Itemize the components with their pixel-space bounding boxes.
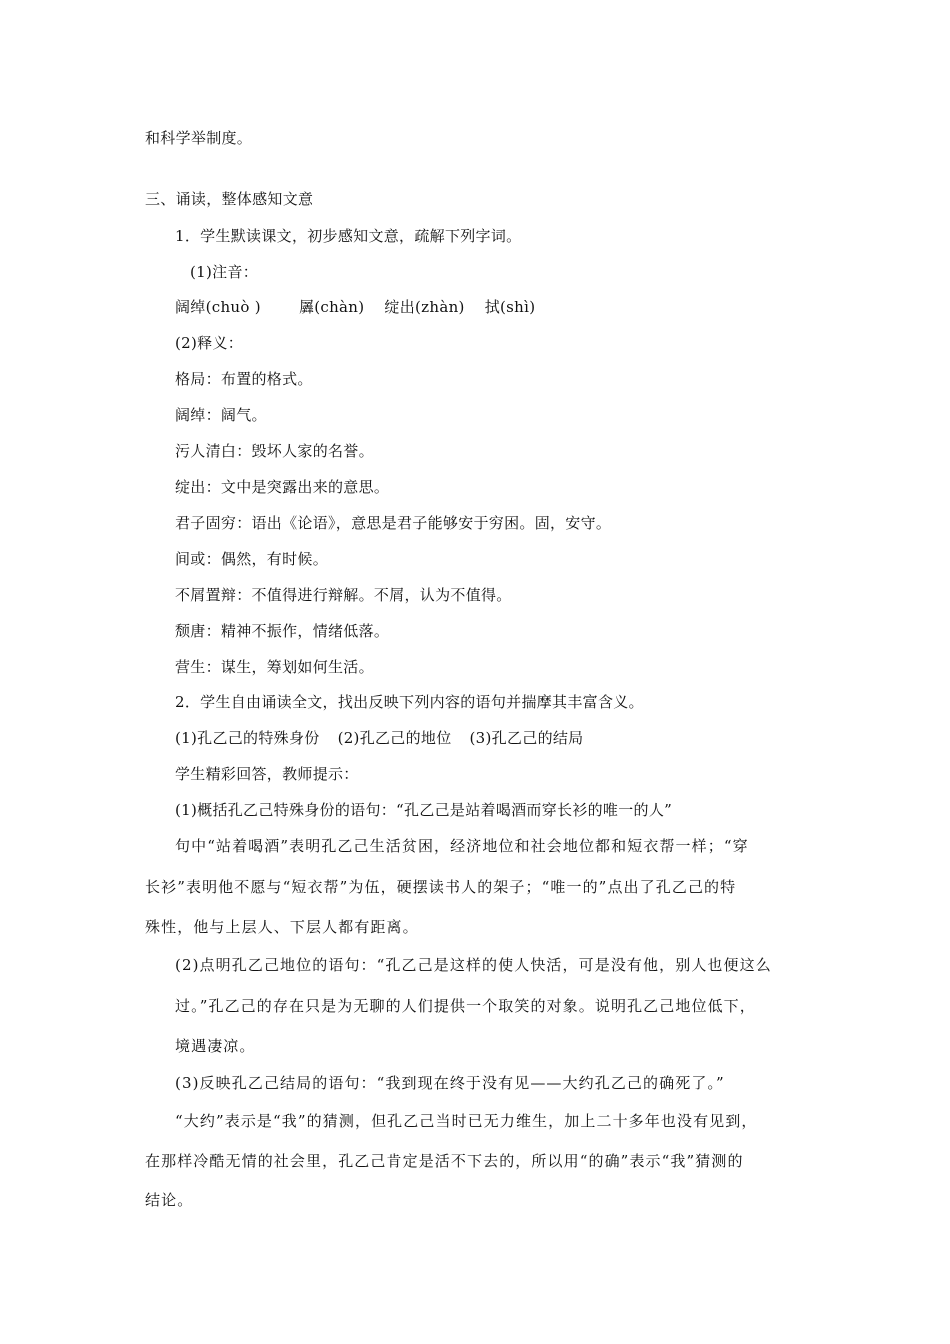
definition-item: 污人清白：毁坏人家的名誉。 xyxy=(175,442,374,460)
answer-2-line: 过。”孔乙己的存在只是为无聊的人们提供一个取笑的对象。说明孔乙己地位低下， xyxy=(175,997,756,1015)
intro-end-text: 和科学举制度。 xyxy=(145,129,253,147)
definition-item: 格局：布置的格式。 xyxy=(175,370,313,388)
answer-2-line: 境遇凄凉。 xyxy=(175,1037,256,1055)
pinyin-item: 绽出(zhàn) xyxy=(384,298,465,316)
pinyin-item: 羼(chàn) xyxy=(298,298,365,316)
teacher-hint: 学生精彩回答，教师提示： xyxy=(175,765,359,783)
task-2-item: (3)孔乙己的结局 xyxy=(469,729,584,747)
answer-3-line: “大约”表示是“我”的猜测，但孔乙己当时已无力维生，加上二十多年也没有见到， xyxy=(175,1112,758,1130)
definition-item: 营生：谋生，筹划如何生活。 xyxy=(175,658,374,676)
answer-2-line: (2)点明孔乙己地位的语句：“孔乙己是这样的使人快活，可是没有他，别人也便这么 xyxy=(175,956,772,974)
answer-1-line: 长衫”表明他不愿与“短衣帮”为伍，硬摆读书人的架子；“唯一的”点出了孔乙己的特 xyxy=(145,878,737,896)
section-heading: 三、诵读，整体感知文意 xyxy=(145,190,314,208)
answer-1-line: 殊性，他与上层人、下层人都有距离。 xyxy=(145,918,419,936)
pinyin-item: 阔绰(chuò ) xyxy=(175,298,261,316)
answer-1-line: 句中“站着喝酒”表明孔乙己生活贫困，经济地位和社会地位都和短衣帮一样；“穿 xyxy=(175,837,749,855)
definition-item: 间或：偶然，有时候。 xyxy=(175,550,329,568)
meaning-heading: (2)释义： xyxy=(175,334,244,352)
task-2-text: 2．学生自由诵读全文，找出反映下列内容的语句并揣摩其丰富含义。 xyxy=(175,693,644,711)
pinyin-row xyxy=(175,297,535,317)
definition-item: 不屑置辩：不值得进行辩解。不屑，认为不值得。 xyxy=(175,586,512,604)
pinyin-item: 拭(shì) xyxy=(484,298,536,316)
definition-item: 君子固穷：语出《论语》，意思是君子能够安于穷困。固，安守。 xyxy=(175,514,612,532)
pinyin-heading: (1)注音： xyxy=(190,263,259,281)
task-2-item: (1)孔乙己的特殊身份 xyxy=(175,729,320,747)
task-2-item: (2)孔乙己的地位 xyxy=(337,729,452,747)
answer-3-line: 在那样冷酷无情的社会里，孔乙己肯定是活不下去的，所以用“的确”表示“我”猜测的 xyxy=(145,1152,744,1170)
answer-3-line: 结论。 xyxy=(145,1191,194,1209)
task-1-text: 1．学生默读课文，初步感知文意，疏解下列字词。 xyxy=(175,227,522,245)
definition-item: 颓唐：精神不振作，情绪低落。 xyxy=(175,622,390,640)
answer-1-quote: (1)概括孔乙己特殊身份的语句：“孔乙己是站着喝酒而穿长衫的唯一的人” xyxy=(175,801,673,819)
definition-item: 绽出：文中是突露出来的意思。 xyxy=(175,478,390,496)
task-2-items-row xyxy=(175,728,583,748)
answer-3-quote: (3)反映孔乙己结局的语句：“我到现在终于没有见——大约孔乙己的确死了。” xyxy=(175,1074,725,1092)
definition-item: 阔绰：阔气。 xyxy=(175,406,267,424)
